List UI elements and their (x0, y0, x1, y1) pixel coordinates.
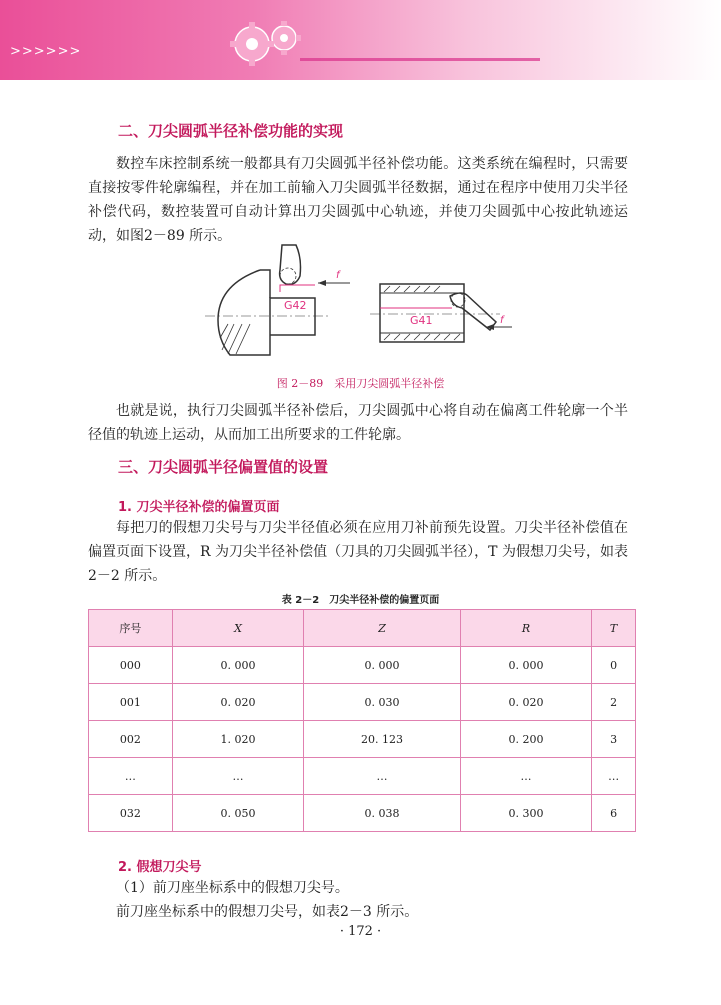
table-cell: … (172, 758, 303, 795)
table-cell: 1. 020 (172, 721, 303, 758)
table-row (89, 684, 636, 721)
table-row (89, 758, 636, 795)
table-header-cell: T (592, 610, 636, 647)
table-cell: 3 (592, 721, 636, 758)
subsection-title: 2. 假想刀尖号 (118, 860, 202, 875)
page-header-banner (0, 0, 721, 80)
body-paragraph: 数控车床控制系统一般都具有刀尖圆弧半径补偿功能。这类系统在编程时，只需要直接按零件轮廓编程，并在加工前输入刀尖圆弧半径数据，通过在程序中使用刀尖半径补偿代码，数控装置可自动计算出刀尖圆弧中心轨迹，并使刀尖圆弧中心按此轨迹运动，如图2－89 所示。 (88, 156, 628, 244)
compensation-figure (200, 240, 520, 365)
table-cell: 6 (592, 795, 636, 832)
label-g42: G42 (284, 299, 307, 312)
figure-caption: 图 2－89 采用刀尖圆弧半径补偿 (276, 377, 445, 390)
table-cell: 0. 038 (304, 795, 461, 832)
subsection-title: 1. 刀尖半径补偿的偏置页面 (118, 500, 280, 515)
table-cell: 0. 020 (460, 684, 591, 721)
table-cell: 0. 000 (172, 647, 303, 684)
table-cell: … (89, 758, 173, 795)
body-paragraph: 每把刀的假想刀尖号与刀尖半径值必须在应用刀补前预先设置。刀尖半径补偿值在偏置页面下设置，R 为刀尖半径补偿值（刀具的刀尖圆弧半径），T 为假想刀尖号，如表2－2 所示。 (88, 520, 628, 584)
table-header-cell: 序号 (89, 610, 173, 647)
gear-icon (222, 14, 312, 74)
table-header-row (89, 610, 636, 647)
table-cell: 001 (89, 684, 173, 721)
body-line: （1）前刀座坐标系中的假想刀尖号。 (116, 880, 349, 896)
page-number: · 172 · (339, 924, 382, 939)
table-cell: 20. 123 (304, 721, 461, 758)
table-header-cell: X (172, 610, 303, 647)
table-row (89, 795, 636, 832)
table-cell: 000 (89, 647, 173, 684)
table-cell: … (592, 758, 636, 795)
body-paragraph: 也就是说，执行刀尖圆弧半径补偿后，刀尖圆弧中心将自动在偏离工件轮廓一个半径值的轨迹上运动，从而加工出所要求的工件轮廓。 (88, 403, 628, 443)
table-cell: 0. 200 (460, 721, 591, 758)
table-header-cell: Z (304, 610, 461, 647)
label-f-left: f (336, 270, 340, 281)
section-title: 二、刀尖圆弧半径补偿功能的实现 (118, 122, 344, 140)
table-cell: 0. 050 (172, 795, 303, 832)
offset-table (88, 609, 636, 832)
table-header-cell: R (460, 610, 591, 647)
table-cell: 002 (89, 721, 173, 758)
header-rule (300, 58, 540, 61)
table-cell: 0 (592, 647, 636, 684)
table-cell: 032 (89, 795, 173, 832)
table-row (89, 721, 636, 758)
body-line: 前刀座坐标系中的假想刀尖号，如表2－3 所示。 (116, 904, 419, 920)
table-cell: 0. 000 (460, 647, 591, 684)
table-cell: 2 (592, 684, 636, 721)
table-cell: 0. 300 (460, 795, 591, 832)
table-cell: 0. 030 (304, 684, 461, 721)
table-cell: … (304, 758, 461, 795)
table-cell: 0. 000 (304, 647, 461, 684)
label-f-right: f (500, 315, 504, 326)
table-caption: 表 2－2 刀尖半径补偿的偏置页面 (281, 595, 440, 606)
table-row (89, 647, 636, 684)
table-cell: 0. 020 (172, 684, 303, 721)
section-title: 三、刀尖圆弧半径偏置值的设置 (118, 458, 329, 476)
table-cell: … (460, 758, 591, 795)
chevron-decoration: >>>>>> (10, 44, 82, 59)
label-g41: G41 (410, 314, 433, 327)
